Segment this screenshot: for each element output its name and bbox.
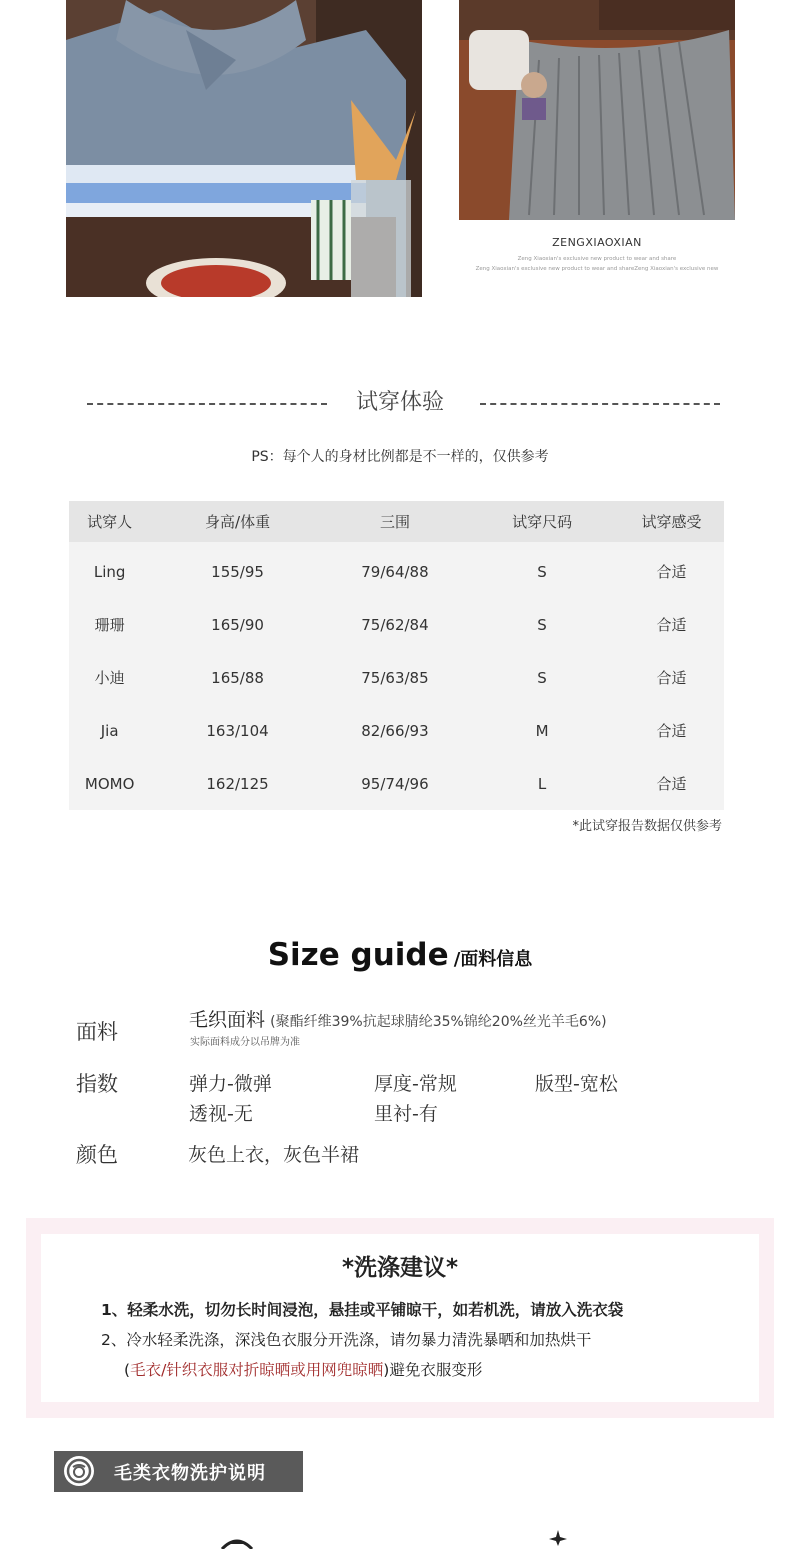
cell-measurements: 75/63/85: [361, 668, 429, 687]
wash-basin-icon: [220, 1534, 254, 1553]
color-label: 颜色: [76, 1143, 118, 1167]
color-value: 灰色上衣，灰色半裙: [188, 1144, 360, 1166]
cell-tester: 珊珊: [94, 616, 125, 634]
skirt-photo-illustration: [459, 0, 735, 220]
care-banner-text: 毛类衣物洗护说明: [114, 1463, 266, 1484]
cell-height-weight: 155/95: [211, 562, 264, 581]
table-header-row: [69, 501, 724, 542]
fabric-composition: (聚酯纤维39%抗起球腈纶35%锦纶20%丝光羊毛6%): [270, 1014, 607, 1030]
washing-line-1: 1、轻柔水洗，切勿长时间浸泡，悬挂或平铺晾干，如若机洗，请放入洗衣袋: [101, 1301, 624, 1319]
fabric-info: [189, 1005, 607, 1032]
cell-tester: Jia: [100, 721, 119, 740]
cell-height-weight: 163/104: [206, 721, 269, 740]
fitting-table: [69, 501, 724, 810]
washing-line-3-open: (: [124, 1361, 131, 1379]
cell-tester: MOMO: [84, 774, 135, 793]
col-header-size: 试穿尺码: [465, 501, 619, 542]
table-row: [69, 598, 724, 651]
fabric-note: 实际面料成分以吊牌为准: [190, 1037, 300, 1048]
col-header-feeling: 试穿感受: [619, 501, 724, 542]
sparkle-icon: [546, 1530, 570, 1550]
size-guide-heading: Size guide: [267, 937, 449, 973]
table-row: [69, 704, 724, 757]
product-photo-left: [66, 0, 422, 297]
cell-size: M: [535, 721, 549, 740]
col-header-height-weight: 身高/体重: [150, 501, 324, 542]
index-label: 指数: [76, 1072, 118, 1096]
cell-size: S: [537, 562, 547, 581]
cell-feeling: 合适: [656, 616, 687, 634]
table-row: [69, 757, 724, 810]
washing-line-2: 2、冷水轻柔洗涤，深浅色衣服分开洗涤，请勿暴力清洗暴晒和加热烘干: [101, 1331, 592, 1349]
table-row: [69, 651, 724, 704]
washing-title: *洗涤建议*: [341, 1255, 459, 1281]
cell-height-weight: 165/88: [211, 668, 264, 687]
cell-measurements: 95/74/96: [361, 774, 429, 793]
cell-feeling: 合适: [656, 775, 687, 793]
cell-tester: Ling: [93, 562, 126, 581]
index-thickness: 厚度-常规: [374, 1073, 457, 1095]
cell-measurements: 82/66/93: [361, 721, 429, 740]
col-header-measurements: 三围: [325, 501, 465, 542]
fitting-ps-note: PS：每个人的身材比例都是不一样的，仅供参考: [251, 449, 549, 465]
cell-feeling: 合适: [656, 669, 687, 687]
index-fit: 版型-宽松: [535, 1073, 618, 1095]
brand-caption-line-2: Zeng Xiaoxian's exclusive new product to wear and shareZeng Xiaoxian's exclusive new: [475, 266, 719, 272]
fabric-name: 毛织面料: [189, 1009, 266, 1031]
washing-line-3-highlight: 毛衣/针织衣服对折晾晒或用网兜晾晒: [130, 1361, 384, 1379]
fabric-label: 面料: [76, 1020, 118, 1044]
washing-line-3: [124, 1358, 482, 1380]
cell-size: L: [537, 774, 547, 793]
index-transparency: 透视-无: [189, 1103, 253, 1125]
cell-measurements: 79/64/88: [361, 562, 429, 581]
col-header-tester: 试穿人: [69, 501, 150, 542]
table-footnote: *此试穿报告数据仅供参考: [572, 819, 722, 834]
size-guide-title: [0, 937, 800, 973]
cell-feeling: 合适: [656, 722, 687, 740]
size-guide-subheading: /面料信息: [453, 949, 533, 970]
table-row: [69, 542, 724, 598]
index-lining: 里衬-有: [374, 1103, 438, 1125]
cell-height-weight: 165/90: [211, 615, 264, 634]
product-photo-right: [459, 0, 735, 220]
cell-measurements: 75/62/84: [361, 615, 429, 634]
model-photo-illustration: [66, 0, 422, 297]
cell-feeling: 合适: [656, 563, 687, 581]
cell-tester: 小迪: [94, 669, 125, 687]
index-elasticity: 弹力-微弹: [189, 1073, 272, 1095]
cell-height-weight: 162/125: [206, 774, 269, 793]
cell-size: S: [537, 615, 547, 634]
fitting-heading: 试穿体验: [355, 390, 444, 415]
brand-caption: ZENGXIAOXIAN: [552, 236, 642, 249]
washing-machine-icon: [64, 1456, 94, 1486]
brand-caption-line-1: Zeng Xiaoxian's exclusive new product to wear and share: [517, 256, 677, 262]
cell-size: S: [537, 668, 547, 687]
washing-line-3-rest: )避免衣服变形: [383, 1361, 483, 1379]
